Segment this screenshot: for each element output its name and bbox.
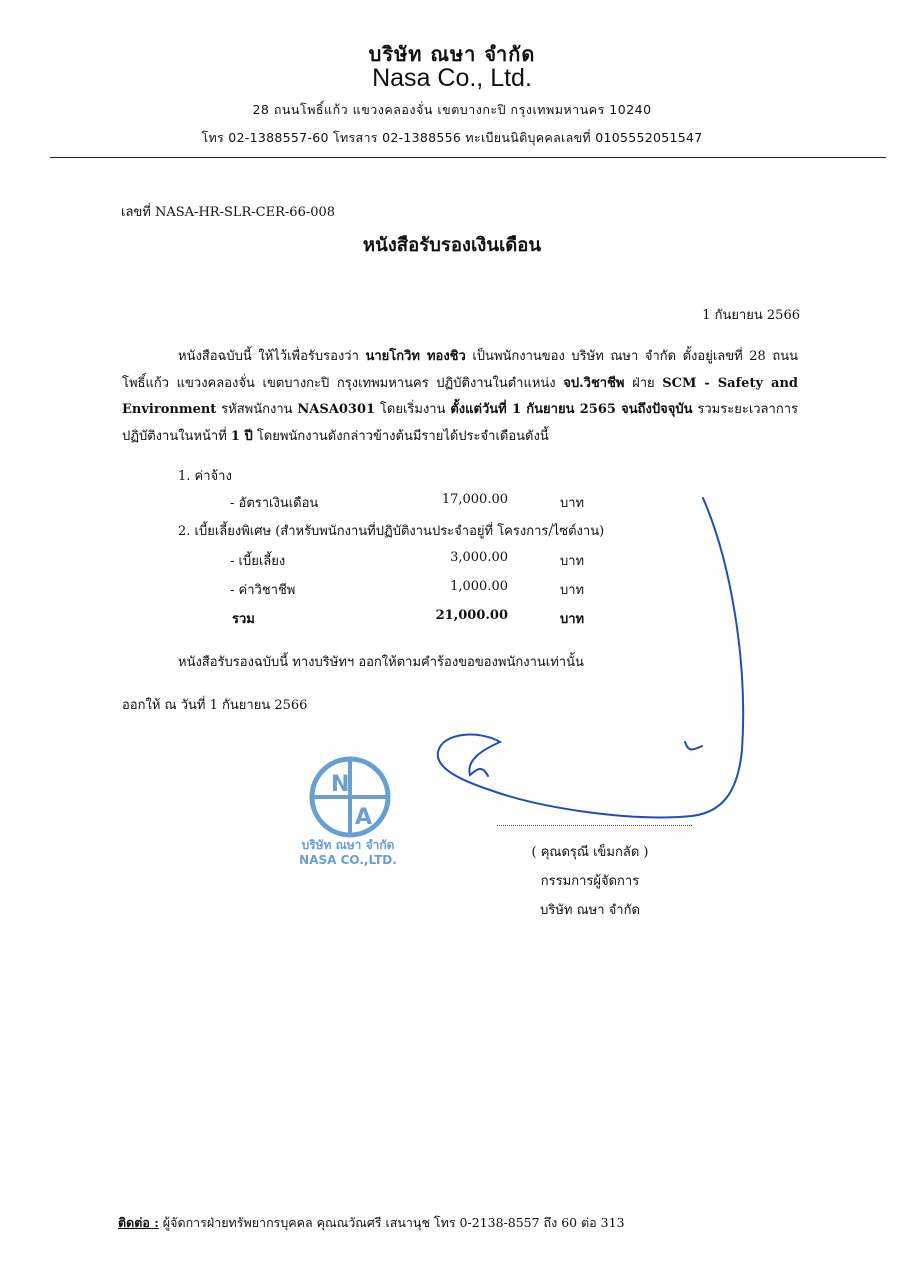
document-date: 1 กันยายน 2566 (702, 308, 800, 323)
professional-fee-amount: 1,000.00 (450, 579, 508, 594)
body-text-4: รหัสพนักงาน (216, 402, 298, 417)
employee-id: NASA0301 (297, 402, 376, 417)
seal-letter-n: N (331, 772, 350, 797)
signature-stroke-main (438, 498, 743, 817)
professional-fee-unit: บาท (560, 583, 585, 598)
section-wage-heading: 1. ค่าจ้าง (178, 469, 232, 484)
body-text-5: โดยเริ่มงาน (375, 402, 451, 417)
document-title: หนังสือรับรองเงินเดือน (362, 235, 542, 256)
allowance-label: - เบี้ยเลี้ยง (230, 554, 286, 569)
employee-position: จป.วิชาชีพ (563, 375, 625, 391)
footer-contact-label: ติดต่อ : (118, 1215, 159, 1230)
footer-contact-text: ผู้จัดการฝ่ายทรัพยากรบุคคล คุณณวัณศรี เสนานุช โทร 0-2138-8557 ถึง 60 ต่อ 313 (158, 1215, 625, 1230)
body-text-1: หนังสือฉบับนี้ ให้ไว้เพื่อรับรองว่า (178, 349, 366, 364)
footer-contact (118, 1213, 625, 1233)
signatory-company: บริษัท ณษา จำกัด (540, 903, 640, 918)
issued-date: ออกให้ ณ วันที่ 1 กันยายน 2566 (122, 698, 308, 713)
employee-name: นายโกวิท ทองชิว (365, 349, 466, 364)
body-text-2: เป็นพนักงานของ บริษัท ณษา จำกัด ตั้งอยู่เลขที่ 28 ถนนโพธิ์แก้ว แขวงคลองจั่น เขตบางกะปิ กรุงเทพมหานคร ปฏิบัติงานในตำแหน่ง (122, 349, 798, 391)
seal-name-english: NASA CO.,LTD. (299, 853, 397, 867)
request-note: หนังสือรับรองฉบับนี้ ทางบริษัทฯ ออกให้ตามคำร้องขอของพนักงานเท่านั้น (178, 655, 584, 670)
employment-start: ตั้งแต่วันที่ 1 กันยายน 2565 จนถึงปัจจุบัน (450, 402, 693, 417)
signatory-position: กรรมการผู้จัดการ (540, 874, 640, 889)
header-divider (50, 157, 886, 158)
total-unit: บาท (560, 612, 585, 627)
body-text-7: โดยพนักงานดังกล่าวข้างต้นมีรายได้ประจำเดือนดังนี้ (252, 428, 549, 444)
allowance-amount: 3,000.00 (450, 550, 508, 565)
salary-unit: บาท (560, 496, 585, 511)
allowance-unit: บาท (560, 554, 585, 569)
company-name-thai: บริษัท ณษา จำกัด (368, 42, 536, 66)
reference-number: เลขที่ NASA-HR-SLR-CER-66-008 (121, 205, 336, 220)
total-label: รวม (232, 612, 255, 627)
employment-tenure: 1 ปี (230, 428, 253, 444)
salary-label: - อัตราเงินเดือน (230, 496, 319, 511)
seal-name-thai: บริษัท ณษา จำกัด (301, 838, 395, 852)
seal-letter-a: A (355, 805, 373, 830)
company-address: 28 ถนนโพธิ์แก้ว แขวงคลองจั่น เขตบางกะปิ กรุงเทพมหานคร 10240 (252, 102, 652, 117)
salary-amount: 17,000.00 (441, 492, 508, 507)
professional-fee-label: - ค่าวิชาชีพ (230, 583, 296, 598)
employee-department: SCM - Safety and Environment (122, 375, 798, 417)
signature-line (497, 825, 692, 826)
section-allowance-heading: 2. เบี้ยเลี้ยงพิเศษ (สำหรับพนักงานที่ปฏิบัติงานประจำอยู่ที่ โครงการ/ไซต์งาน) (178, 524, 605, 539)
certification-paragraph (122, 344, 798, 450)
handwritten-signature (430, 490, 760, 830)
company-name-english: Nasa Co., Ltd. (372, 64, 532, 92)
company-contact: โทร 02-1388557-60 โทรสาร 02-1388556 ทะเบียนนิติบุคคลเลขที่ 0105552051547 (201, 130, 703, 145)
body-text-3: ฝ่าย (624, 375, 663, 391)
total-amount: 21,000.00 (435, 608, 508, 623)
body-text-6: รวมระยะเวลาการปฏิบัติงานในหน้าที่ (122, 402, 798, 444)
signatory-name: ( คุณดรุณี เข็มกลัด ) (531, 845, 649, 860)
signature-stroke-tick (685, 742, 702, 749)
